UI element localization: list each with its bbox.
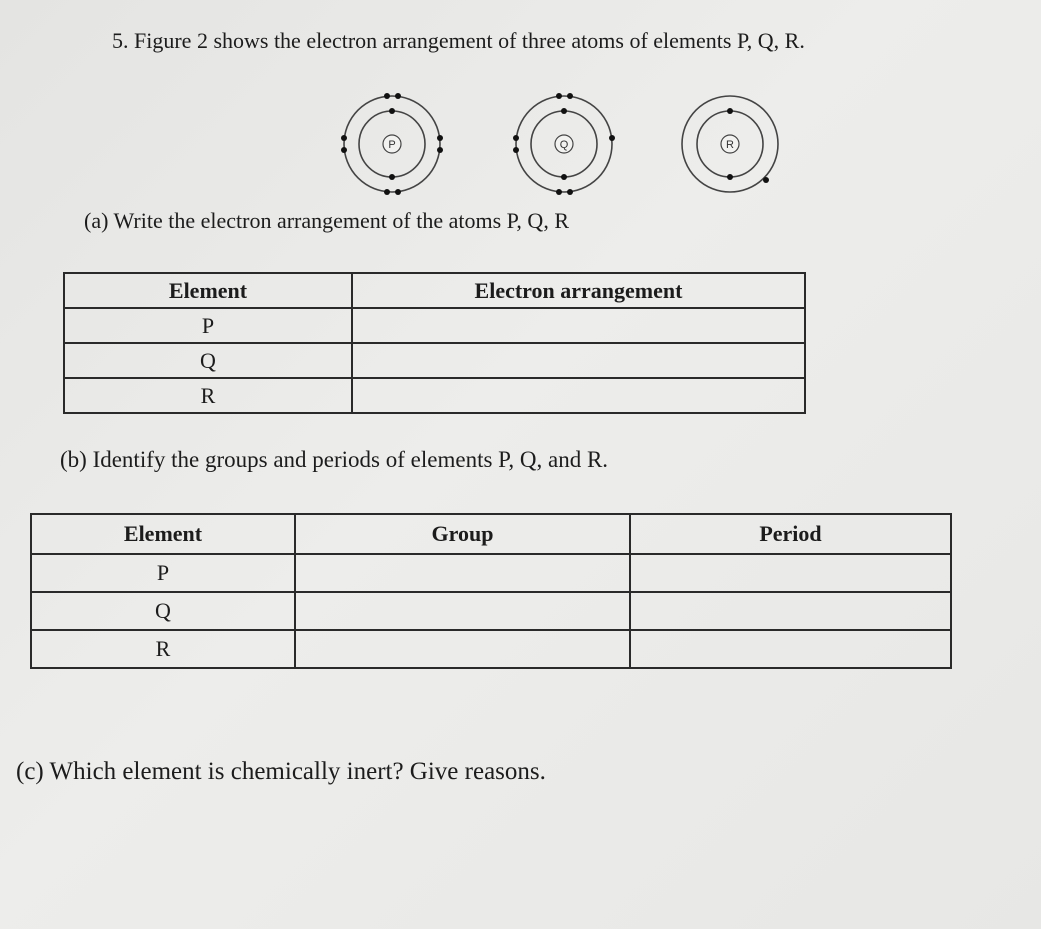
question-5-heading: 5. Figure 2 shows the electron arrangement of three atoms of elements P, Q, R. <box>112 28 805 53</box>
column-header-group: Group <box>295 514 630 554</box>
answer-cell[interactable] <box>352 343 805 378</box>
period-answer-cell[interactable] <box>630 554 951 592</box>
part-b-prompt: (b) Identify the groups and periods of elements P, Q, and R. <box>60 447 609 472</box>
period-answer-cell[interactable] <box>630 630 951 668</box>
element-cell: Q <box>64 343 352 378</box>
atom-r-label: R <box>726 138 734 151</box>
group-answer-cell[interactable] <box>295 630 630 668</box>
table-row <box>64 378 805 413</box>
element-cell: P <box>64 308 352 343</box>
element-cell: Q <box>31 592 295 630</box>
atom-p-label: P <box>388 138 396 151</box>
group-answer-cell[interactable] <box>295 554 630 592</box>
table-header-row <box>31 514 951 554</box>
column-header-electron-arrangement: Electron arrangement <box>352 273 805 308</box>
table-header-row <box>64 273 805 308</box>
atom-r-diagram <box>674 92 786 196</box>
element-cell: R <box>64 378 352 413</box>
electron-arrangement-table <box>63 272 806 414</box>
part-a-prompt: (a) Write the electron arrangement of the atoms P, Q, R <box>84 208 569 233</box>
atom-q-diagram <box>508 92 620 196</box>
table-row <box>64 308 805 343</box>
element-cell: P <box>31 554 295 592</box>
table-row <box>64 343 805 378</box>
table-row <box>31 554 951 592</box>
answer-cell[interactable] <box>352 378 805 413</box>
element-cell: R <box>31 630 295 668</box>
period-answer-cell[interactable] <box>630 592 951 630</box>
column-header-period: Period <box>630 514 951 554</box>
table-row <box>31 630 951 668</box>
column-header-element: Element <box>31 514 295 554</box>
group-period-table <box>30 513 952 669</box>
column-header-element: Element <box>64 273 352 308</box>
table-row <box>31 592 951 630</box>
answer-cell[interactable] <box>352 308 805 343</box>
group-answer-cell[interactable] <box>295 592 630 630</box>
part-c-prompt: (c) Which element is chemically inert? Give reasons. <box>16 758 546 785</box>
atom-p-diagram <box>336 92 448 196</box>
atom-q-label: Q <box>559 138 569 151</box>
